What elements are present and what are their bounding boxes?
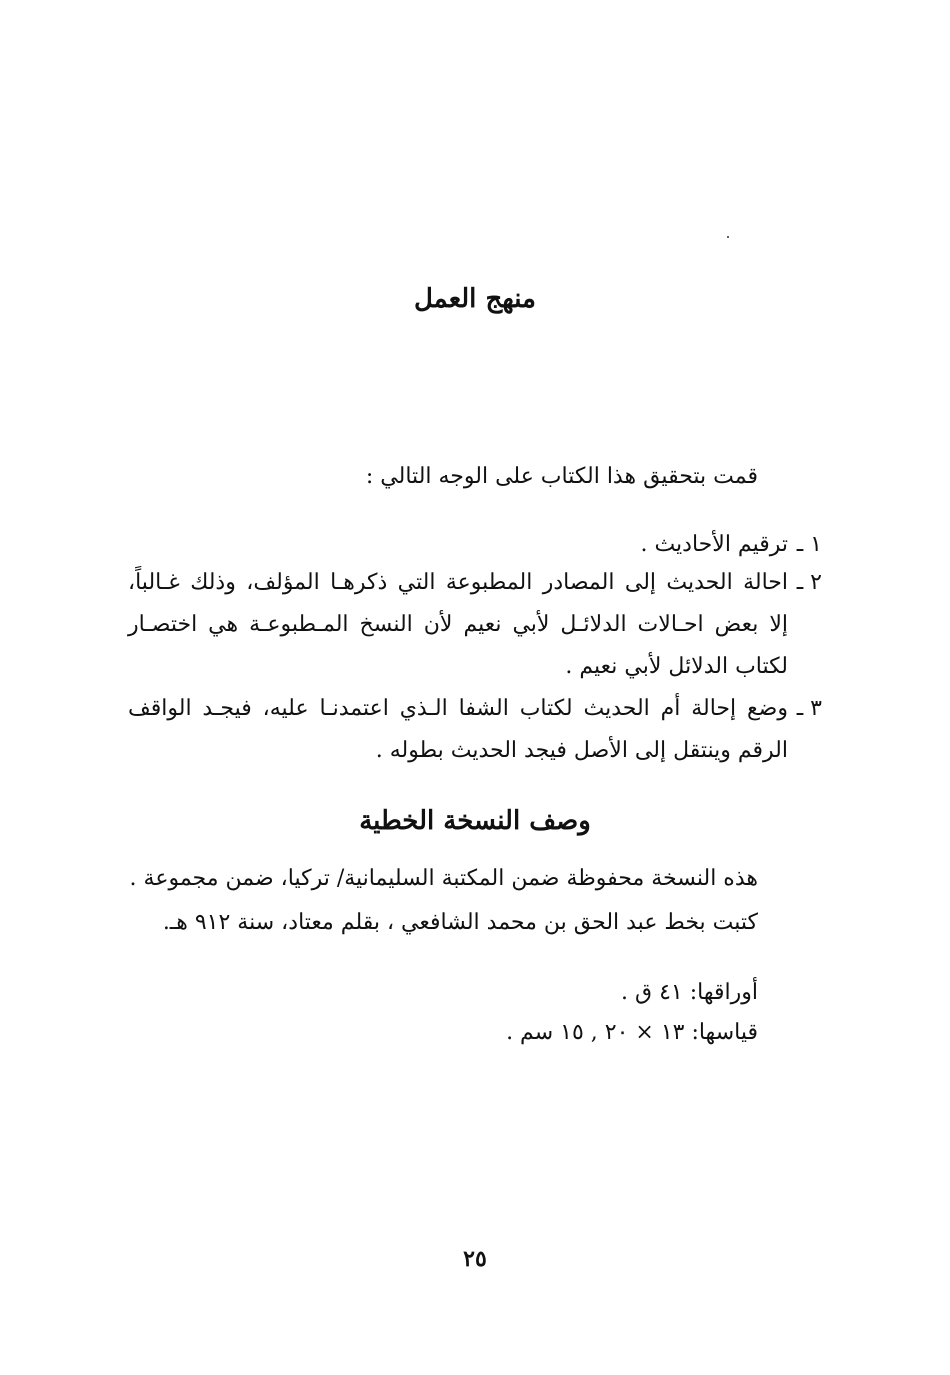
list-item-number: ٢ ـ bbox=[796, 570, 822, 595]
dimensions-line: قياسها: ١٣ × ٢٠ , ١٥ سم . bbox=[506, 1020, 758, 1045]
list-item-line: احالة الحديث إلى المصادر المطبوعة التي ذكرهـا المؤلف، وذلك غـالباً، bbox=[128, 570, 788, 595]
folios-line: أوراقها: ٤١ ق . bbox=[621, 980, 758, 1005]
list-item-line: وضع إحالة أم الحديث لكتاب الشفا الـذي اعتمدنـا عليه، فيجـد الواقف bbox=[128, 696, 788, 721]
scan-speck bbox=[727, 236, 729, 238]
section-title-manuscript: وصف النسخة الخطية bbox=[359, 806, 591, 836]
list-item-line: لكتاب الدلائل لأبي نعيم . bbox=[565, 654, 788, 679]
intro-line: قمت بتحقيق هذا الكتاب على الوجه التالي : bbox=[365, 464, 758, 489]
list-item-number: ١ ـ bbox=[796, 532, 822, 557]
list-item-number: ٣ ـ bbox=[796, 696, 822, 721]
list-item-line: الرقم وينتقل إلى الأصل فيجد الحديث بطوله . bbox=[375, 738, 788, 763]
section-title-method: منهج العمل bbox=[413, 284, 536, 314]
manuscript-paragraph-line: كتبت بخط عبد الحق بن محمد الشافعي ، بقلم معتاد، سنة ٩١٢ هـ. bbox=[162, 910, 758, 935]
manuscript-paragraph-line: هذه النسخة محفوظة ضمن المكتبة السليمانية/ تركيا، ضمن مجموعة . bbox=[129, 866, 758, 891]
list-item-line: ترقيم الأحاديث . bbox=[640, 532, 788, 557]
page-number: ٢٥ bbox=[463, 1246, 487, 1272]
list-item-line: إلا بعض احـالات الدلائـل لأبي نعيم لأن النسخ المـطبوعـة هي اختصـار bbox=[128, 612, 788, 637]
